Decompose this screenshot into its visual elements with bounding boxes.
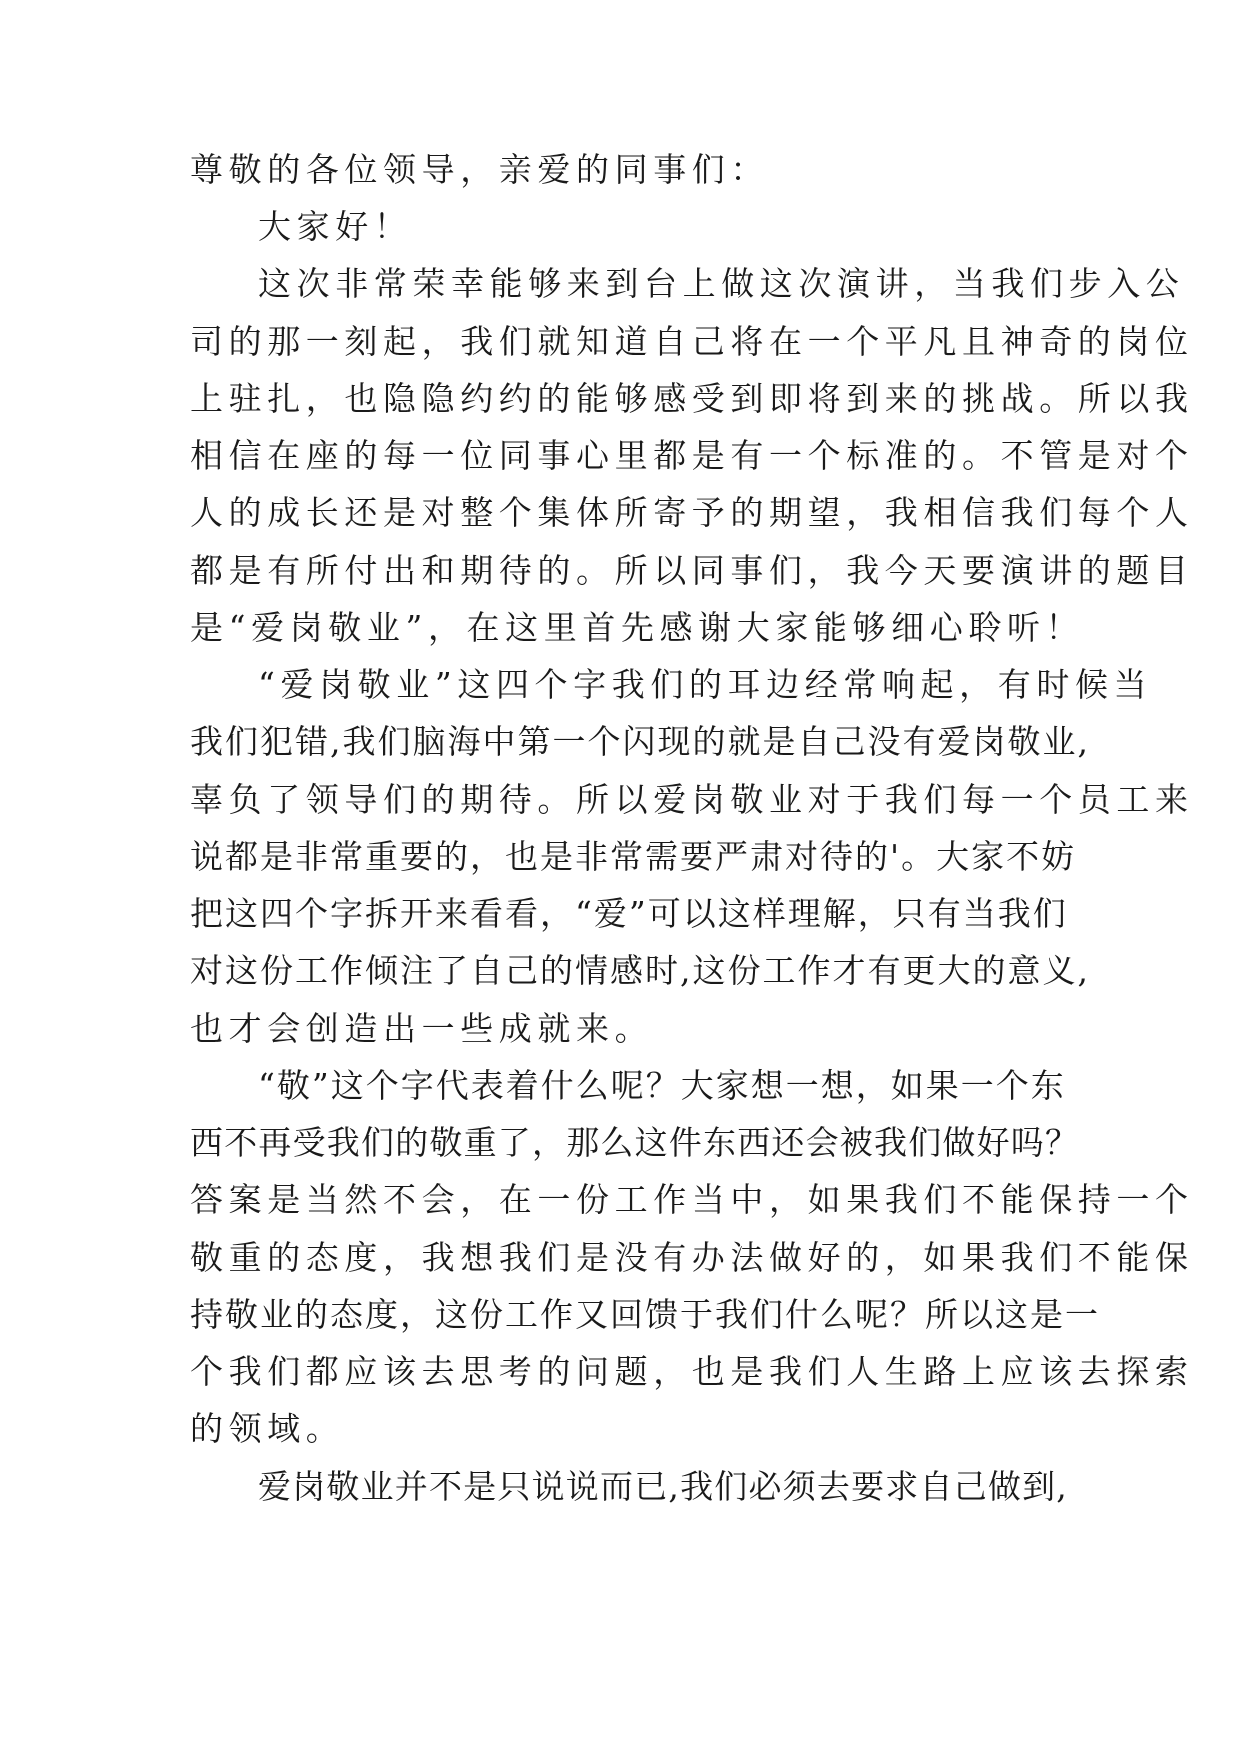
paragraph-1-line-3: 上驻扎，也隐隐约约的能够感受到即将到来的挑战。所以我 [190,379,1194,418]
paragraph-1-line-2: 司的那一刻起，我们就知道自己将在一个平凡且神奇的岗位 [190,322,1194,361]
paragraph-3-line-4: 敬重的态度，我想我们是没有办法做好的，如果我们不能保 [190,1238,1194,1277]
paragraph-3-line-2: 西不再受我们的敬重了，那么这件东西还会被我们做好吗？ [190,1123,1080,1162]
salutation-line: 尊敬的各位领导，亲爱的同事们： [190,150,769,189]
paragraph-4-line-1: 爱岗敬业并不是只说说而已,我们必须去要求自己做到, [258,1467,1068,1506]
paragraph-3-line-3: 答案是当然不会，在一份工作当中，如果我们不能保持一个 [190,1180,1194,1219]
paragraph-2-line-6: 对这份工作倾注了自己的情感时,这份工作才有更大的意义, [190,951,1090,990]
paragraph-3-line-7: 的领域。 [190,1409,345,1448]
paragraph-1-line-1: 这次非常荣幸能够来到台上做这次演讲，当我们步入公 [258,264,1185,303]
greeting-line: 大家好！ [258,207,413,246]
paragraph-3-line-6: 个我们都应该去思考的问题，也是我们人生路上应该去探索 [190,1352,1194,1391]
paragraph-1-line-5: 人的成长还是对整个集体所寄予的期望，我相信我们每个人 [190,493,1194,532]
paragraph-1-line-6: 都是有所付出和期待的。所以同事们，我今天要演讲的题目 [190,551,1194,590]
paragraph-1-line-4: 相信在座的每一位同事心里都是有一个标准的。不管是对个 [190,436,1194,475]
paragraph-2-line-7: 也才会创造出一些成就来。 [190,1009,654,1048]
paragraph-2-line-1: “爱岗敬业”这四个字我们的耳边经常响起，有时候当 [258,665,1153,704]
paragraph-3-line-5: 持敬业的态度，这份工作又回馈于我们什么呢？所以这是一 [190,1295,1100,1334]
paragraph-2-line-3: 辜负了领导们的期待。所以爱岗敬业对于我们每一个员工来 [190,780,1194,819]
paragraph-3-line-1: “敬”这个字代表着什么呢？大家想一想，如果一个东 [258,1066,1066,1105]
paragraph-1-line-7: 是“爱岗敬业”，在这里首先感谢大家能够细心聆听！ [190,608,1085,647]
paragraph-2-line-4: 说都是非常重要的，也是非常需要严肃对待的'。大家不妨 [190,837,1077,876]
paragraph-2-line-5: 把这四个字拆开来看看，“爱”可以这样理解，只有当我们 [190,894,1068,933]
paragraph-2-line-2: 我们犯错,我们脑海中第一个闪现的就是自己没有爱岗敬业, [190,722,1090,761]
